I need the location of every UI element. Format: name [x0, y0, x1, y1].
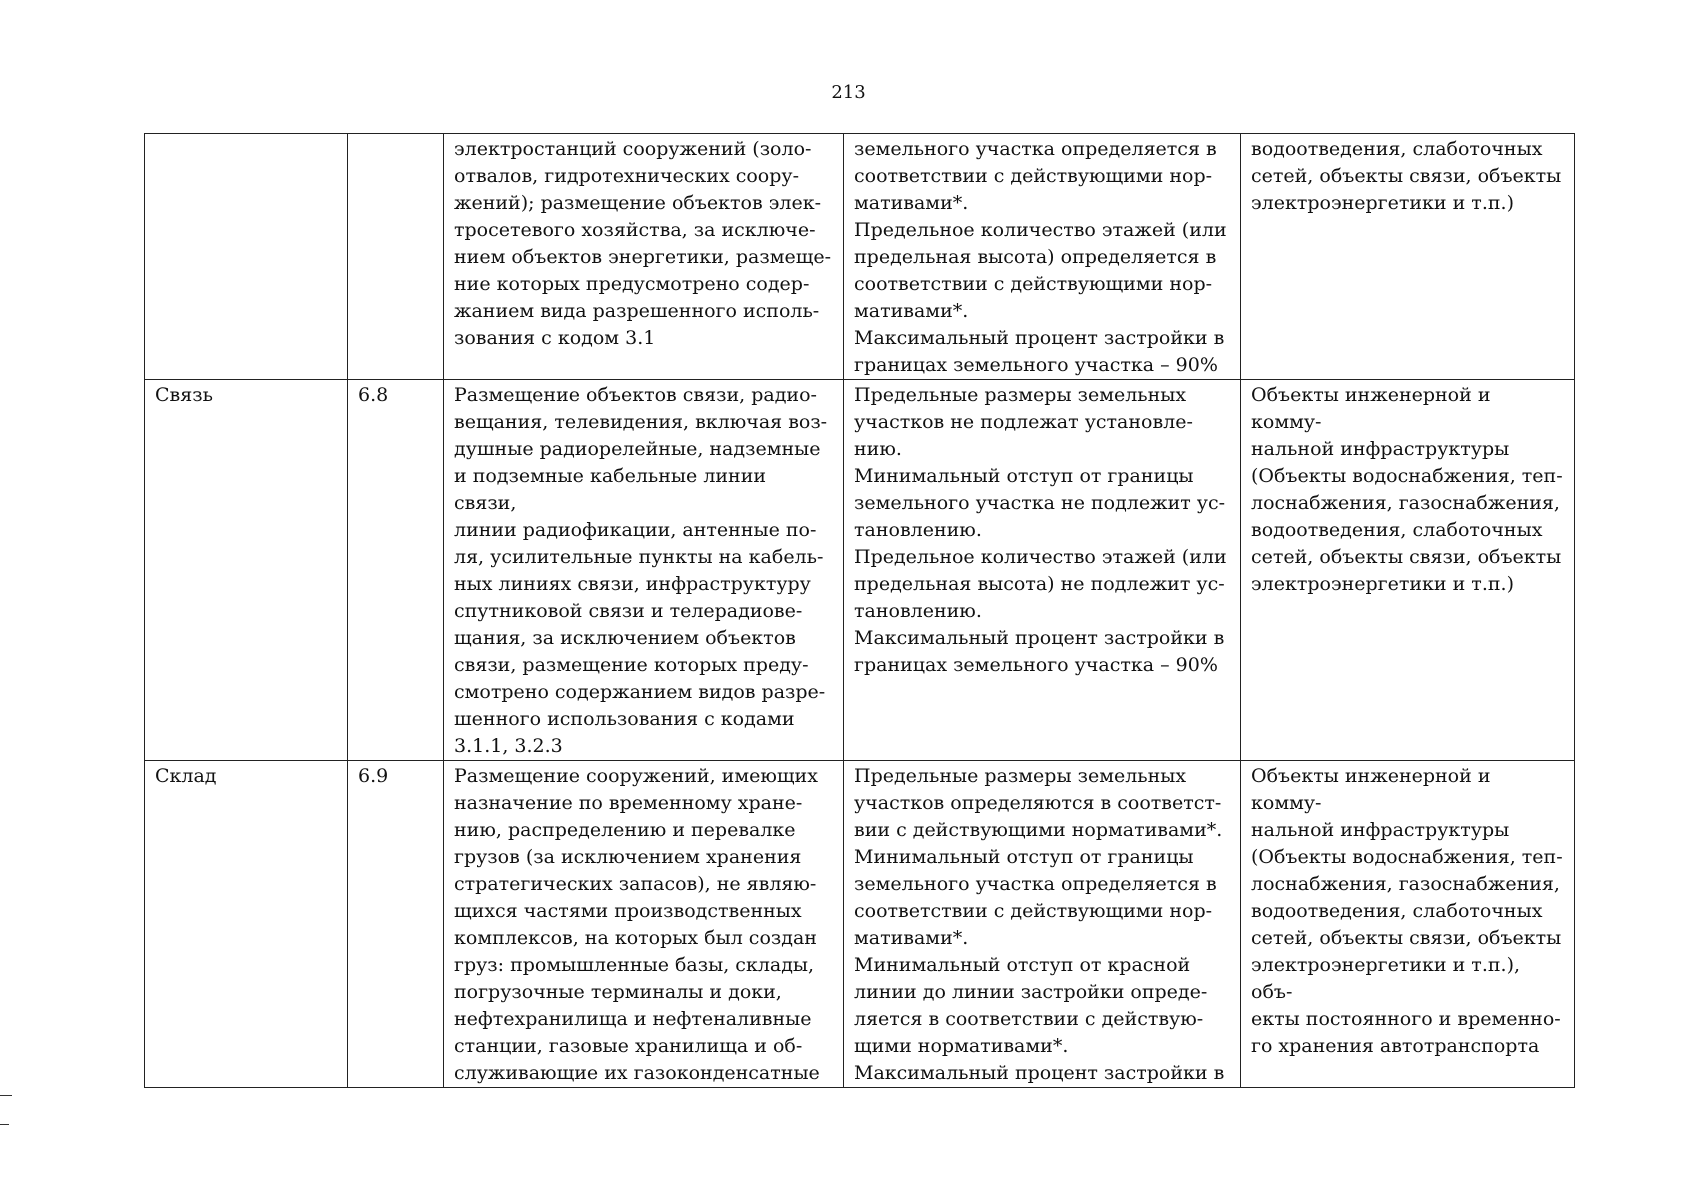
use-type-parameters: Предельные размеры земельных участков не подлежат установле- нию. Минимальный отступ от границы земельного участка не подлежит ус- тановлению. Предельное количество этажей (или предельная высота) не подлежит ус- тановлению. Максимальный процент застройки в границах земельного участка – 90% — [844, 380, 1241, 761]
table-row — [145, 134, 1575, 380]
use-type-name — [145, 134, 348, 380]
use-type-auxiliary: водоотведения, слаботочных сетей, объекты связи, объекты электроэнергетики и т.п.) — [1241, 134, 1575, 380]
use-type-name: Связь — [145, 380, 348, 761]
use-type-code: 6.8 — [348, 380, 444, 761]
use-type-parameters: Предельные размеры земельных участков определяются в соответст- вии с действующими нормативами*. Минимальный отступ от границы земельного участка определяется в соответствии с действующими нор- мативами*. Минимальный отступ от красной линии до линии застройки опреде- ляется в соответствии с действую- щими нормативами*. Максимальный процент застройки в — [844, 761, 1241, 1088]
page-number: 213 — [831, 82, 866, 103]
use-type-parameters: земельного участка определяется в соответствии с действующими нор- мативами*. Предельное количество этажей (или предельная высота) определяется в соответствии с действующими нор- мативами*. Максимальный процент застройки в границах земельного участка – 90% — [844, 134, 1241, 380]
margin-mark — [0, 1095, 12, 1096]
use-type-auxiliary: Объекты инженерной и комму- нальной инфраструктуры (Объекты водоснабжения, теп- лоснабжения, газоснабжения, водоотведения, слаботочных сетей, объекты связи, объекты электроэнергетики и т.п.) — [1241, 380, 1575, 761]
use-type-name: Склад — [145, 761, 348, 1088]
use-type-description: электростанций сооружений (золо- отвалов, гидротехнических соору- жений); размещение объектов элек- тросетевого хозяйства, за исключе- нием объектов энергетики, размеще- ние которых предусмотрено содер- жанием вида разрешенного исполь- зования с кодом 3.1 — [444, 134, 844, 380]
use-type-code — [348, 134, 444, 380]
table-row — [145, 380, 1575, 761]
table-row — [145, 761, 1575, 1088]
use-type-code: 6.9 — [348, 761, 444, 1088]
use-type-description: Размещение сооружений, имеющих назначение по временному хране- нию, распределению и перевалке грузов (за исключением хранения стратегических запасов), не являю- щихся частями производственных комплексов, на которых был создан груз: промышленные базы, склады, погрузочные терминалы и доки, нефтехранилища и нефтеналивные станции, газовые хранилища и об- служивающие их газоконденсатные — [444, 761, 844, 1088]
use-type-auxiliary: Объекты инженерной и комму- нальной инфраструктуры (Объекты водоснабжения, теп- лоснабжения, газоснабжения, водоотведения, слаботочных сетей, объекты связи, объекты электроэнергетики и т.п.), объ- екты постоянного и временно- го хранения автотранспорта — [1241, 761, 1575, 1088]
margin-mark — [0, 1124, 9, 1125]
use-type-description: Размещение объектов связи, радио- вещания, телевидения, включая воз- душные радиорелейные, надземные и подземные кабельные линии связи, линии радиофикации, антенные по- ля, усилительные пункты на кабель- ных линиях связи, инфраструктуру спутниковой связи и телерадиове- щания, за исключением объектов связи, размещение которых преду- смотрено содержанием видов разре- шенного использования с кодами 3.1.1, 3.2.3 — [444, 380, 844, 761]
land-use-table — [144, 133, 1575, 1088]
